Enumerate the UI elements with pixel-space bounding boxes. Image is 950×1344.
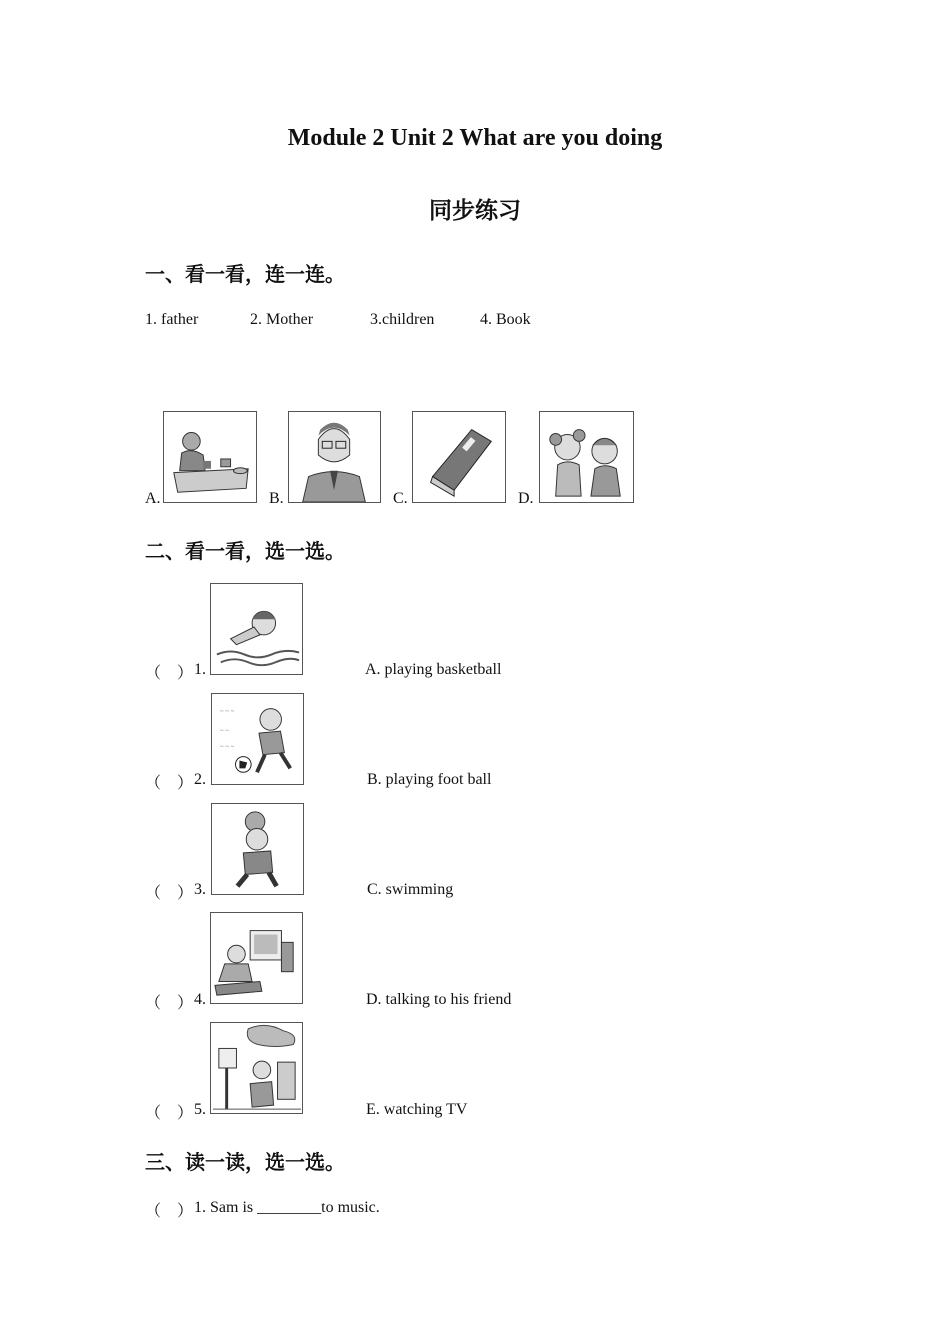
page-subtitle: 同步练习 [429,198,521,224]
section-1-heading: 一、看一看，连一连。 [145,262,345,286]
boy-playing-football-picture [211,693,304,785]
svg-text:~ ~: ~ ~ [219,728,229,736]
answer-option-b: B. playing foot ball [367,771,492,788]
section-2-heading: 二、看一看，选一选。 [145,539,345,563]
item-number-3: 3. [194,881,206,898]
answer-blank-2[interactable]: （ ） [145,775,194,792]
two-girls-picture [539,411,634,503]
item-number-5: 5. [194,1101,206,1118]
answer-option-d: D. talking to his friend [366,991,512,1008]
boy-with-basketball-picture [211,803,304,895]
boy-watching-tv-picture [210,912,303,1004]
svg-text:~ ~ ~: ~ ~ ~ [219,708,235,716]
question-s3-1: 1. Sam is ________to music. [194,1199,380,1216]
option-letter-b: B. [269,490,284,507]
item-number-4: 4. [194,991,206,1008]
option-letter-a: A. [145,490,161,507]
answer-blank-s3-1[interactable]: （ ） [145,1203,194,1220]
answer-blank-3[interactable]: （ ） [145,885,194,902]
word-children: 3.children [370,311,435,328]
boys-talking-outdoors-picture [210,1022,303,1114]
page-title: Module 2 Unit 2 What are you doing [287,125,663,151]
item-number-1: 1. [194,661,206,678]
section-3-heading: 三、读一读，选一选。 [145,1150,345,1174]
answer-blank-5[interactable]: （ ） [145,1105,194,1122]
word-father: 1. father [145,311,199,328]
item-number-2: 2. [194,771,206,788]
girl-at-table-picture [163,411,257,503]
word-mother: 2. Mother [250,311,314,328]
book-picture [412,411,506,503]
option-letter-c: C. [393,490,408,507]
answer-blank-4[interactable]: （ ） [145,995,194,1012]
word-book: 4. Book [480,311,531,328]
boy-swimming-picture [210,583,303,675]
answer-blank-1[interactable]: （ ） [145,665,194,682]
answer-option-a: A. playing basketball [365,661,502,678]
answer-option-c: C. swimming [367,881,454,898]
option-letter-d: D. [518,490,534,507]
man-with-glasses-picture [288,411,381,503]
answer-option-e: E. watching TV [366,1101,468,1118]
svg-text:~ ~ ~: ~ ~ ~ [219,743,235,751]
